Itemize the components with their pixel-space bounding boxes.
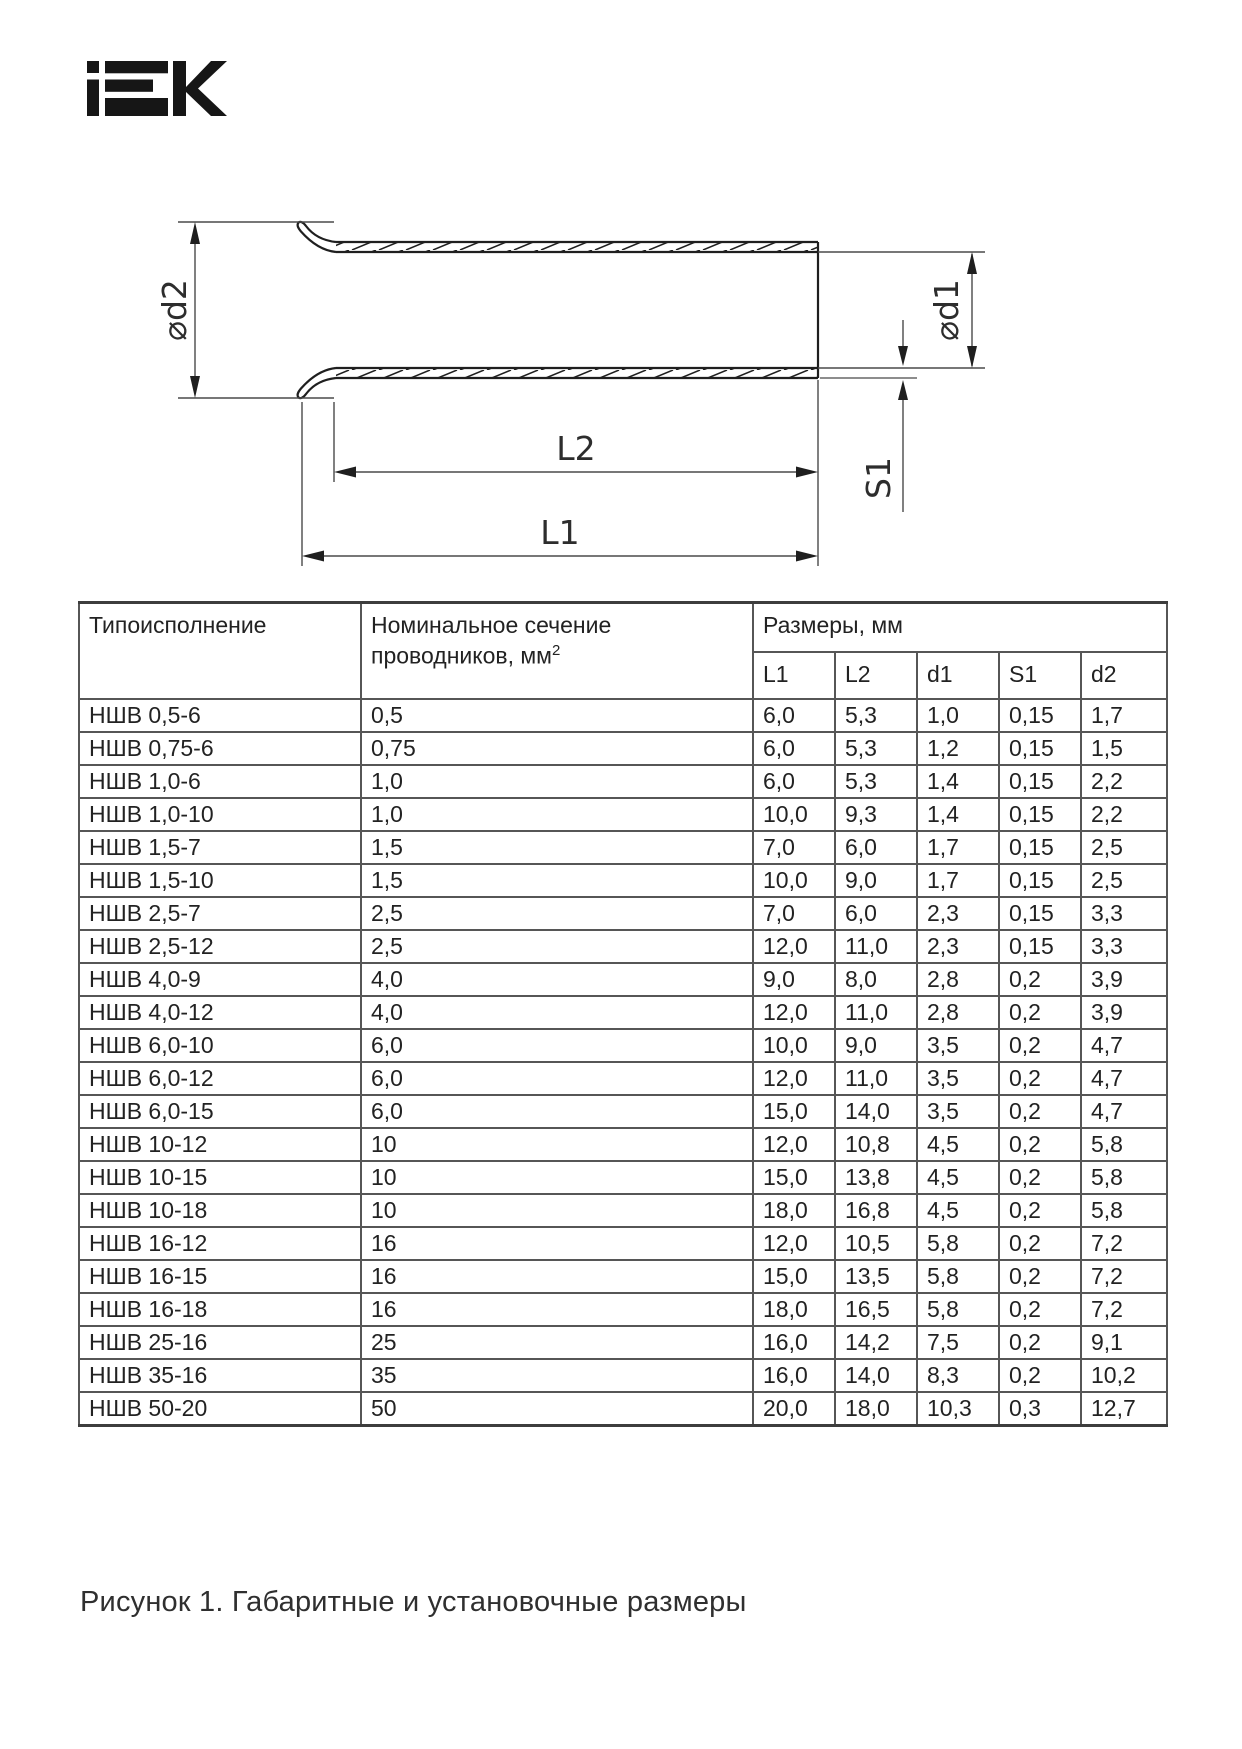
- value-cell: 16,0: [753, 1326, 835, 1359]
- value-cell: 4,0: [361, 963, 753, 996]
- logo-e-bottom-bar: [105, 98, 168, 116]
- value-cell: 14,0: [835, 1095, 917, 1128]
- value-cell: 0,2: [999, 1062, 1081, 1095]
- value-cell: 12,0: [753, 1062, 835, 1095]
- type-cell: НШВ 2,5-7: [79, 897, 361, 930]
- value-cell: 16,8: [835, 1194, 917, 1227]
- value-cell: 0,15: [999, 897, 1081, 930]
- value-cell: 4,5: [917, 1128, 999, 1161]
- dim-label-l2: L2: [556, 429, 596, 468]
- value-cell: 6,0: [361, 1062, 753, 1095]
- type-cell: НШВ 1,5-7: [79, 831, 361, 864]
- value-cell: 1,5: [361, 864, 753, 897]
- value-cell: 0,15: [999, 930, 1081, 963]
- value-cell: 15,0: [753, 1161, 835, 1194]
- type-cell: НШВ 4,0-12: [79, 996, 361, 1029]
- value-cell: 1,5: [1081, 732, 1167, 765]
- value-cell: 0,2: [999, 996, 1081, 1029]
- d1-arrow-up: [967, 252, 977, 274]
- type-cell: НШВ 1,5-10: [79, 864, 361, 897]
- value-cell: 11,0: [835, 1062, 917, 1095]
- value-cell: 16: [361, 1227, 753, 1260]
- value-cell: 25: [361, 1326, 753, 1359]
- value-cell: 18,0: [753, 1293, 835, 1326]
- table-row: [79, 996, 1167, 1029]
- value-cell: 0,3: [999, 1392, 1081, 1426]
- dim-label-d1: ⌀d1: [927, 279, 966, 341]
- value-cell: 10,0: [753, 798, 835, 831]
- value-cell: 0,2: [999, 1194, 1081, 1227]
- value-cell: 7,5: [917, 1326, 999, 1359]
- value-cell: 9,3: [835, 798, 917, 831]
- value-cell: 5,8: [1081, 1161, 1167, 1194]
- value-cell: 10,3: [917, 1392, 999, 1426]
- value-cell: 13,5: [835, 1260, 917, 1293]
- value-cell: 0,75: [361, 732, 753, 765]
- value-cell: 10: [361, 1161, 753, 1194]
- dim-label-d2: ⌀d2: [155, 279, 194, 341]
- value-cell: 11,0: [835, 996, 917, 1029]
- table-row: [79, 864, 1167, 897]
- col-header-d1: d1: [917, 652, 999, 699]
- col-header-cross-section-sup: 2: [552, 641, 561, 659]
- value-cell: 1,5: [361, 831, 753, 864]
- value-cell: 3,5: [917, 1029, 999, 1062]
- type-cell: НШВ 16-18: [79, 1293, 361, 1326]
- dim-label-l1: L1: [540, 513, 580, 552]
- value-cell: 10: [361, 1194, 753, 1227]
- d1-arrow-down: [967, 346, 977, 368]
- table-row: [79, 1359, 1167, 1392]
- value-cell: 14,2: [835, 1326, 917, 1359]
- value-cell: 2,2: [1081, 765, 1167, 798]
- dim-label-s1: S1: [859, 457, 898, 499]
- col-header-L1: L1: [753, 652, 835, 699]
- value-cell: 4,0: [361, 996, 753, 1029]
- value-cell: 2,8: [917, 963, 999, 996]
- value-cell: 10: [361, 1128, 753, 1161]
- value-cell: 7,2: [1081, 1227, 1167, 1260]
- type-cell: НШВ 1,0-10: [79, 798, 361, 831]
- value-cell: 2,3: [917, 897, 999, 930]
- table-row: [79, 963, 1167, 996]
- d2-arrow-up: [190, 222, 200, 244]
- dimension-drawing: [0, 170, 1242, 595]
- value-cell: 12,0: [753, 930, 835, 963]
- value-cell: 5,8: [917, 1293, 999, 1326]
- value-cell: 7,0: [753, 831, 835, 864]
- value-cell: 1,0: [361, 798, 753, 831]
- value-cell: 0,2: [999, 1293, 1081, 1326]
- l2-arrow-left: [334, 467, 356, 478]
- table-row: [79, 1095, 1167, 1128]
- value-cell: 0,2: [999, 1260, 1081, 1293]
- logo-e-top-bar: [105, 61, 168, 73]
- value-cell: 0,15: [999, 831, 1081, 864]
- value-cell: 6,0: [753, 765, 835, 798]
- value-cell: 7,2: [1081, 1293, 1167, 1326]
- type-cell: НШВ 16-12: [79, 1227, 361, 1260]
- l1-arrow-right: [796, 551, 818, 562]
- table-row: [79, 1260, 1167, 1293]
- l2-arrow-right: [796, 467, 818, 478]
- type-cell: НШВ 25-16: [79, 1326, 361, 1359]
- type-cell: НШВ 10-12: [79, 1128, 361, 1161]
- value-cell: 6,0: [753, 699, 835, 732]
- table-row: [79, 1227, 1167, 1260]
- value-cell: 50: [361, 1392, 753, 1426]
- table-row: [79, 1128, 1167, 1161]
- value-cell: 4,5: [917, 1161, 999, 1194]
- value-cell: 11,0: [835, 930, 917, 963]
- col-header-sizes: Размеры, мм: [753, 603, 1167, 653]
- value-cell: 18,0: [753, 1194, 835, 1227]
- iek-logo: [87, 61, 227, 116]
- value-cell: 10,2: [1081, 1359, 1167, 1392]
- value-cell: 0,2: [999, 1359, 1081, 1392]
- value-cell: 1,7: [917, 864, 999, 897]
- tube-outline: [336, 242, 818, 378]
- value-cell: 5,3: [835, 765, 917, 798]
- value-cell: 6,0: [753, 732, 835, 765]
- col-header-type: Типоисполнение: [79, 603, 361, 700]
- value-cell: 0,15: [999, 765, 1081, 798]
- value-cell: 2,3: [917, 930, 999, 963]
- value-cell: 20,0: [753, 1392, 835, 1426]
- flare-top-lip: [298, 222, 336, 252]
- value-cell: 8,0: [835, 963, 917, 996]
- value-cell: 18,0: [835, 1392, 917, 1426]
- logo-i-dot: [87, 61, 99, 73]
- value-cell: 5,8: [917, 1260, 999, 1293]
- value-cell: 1,0: [361, 765, 753, 798]
- value-cell: 10,5: [835, 1227, 917, 1260]
- table-row: [79, 1326, 1167, 1359]
- value-cell: 0,15: [999, 699, 1081, 732]
- type-cell: НШВ 35-16: [79, 1359, 361, 1392]
- value-cell: 12,7: [1081, 1392, 1167, 1426]
- value-cell: 4,7: [1081, 1095, 1167, 1128]
- value-cell: 8,3: [917, 1359, 999, 1392]
- type-cell: НШВ 6,0-12: [79, 1062, 361, 1095]
- value-cell: 4,5: [917, 1194, 999, 1227]
- dimensions-table: [78, 601, 1168, 1427]
- value-cell: 2,5: [1081, 864, 1167, 897]
- value-cell: 6,0: [361, 1029, 753, 1062]
- value-cell: 15,0: [753, 1095, 835, 1128]
- value-cell: 9,0: [835, 864, 917, 897]
- col-header-cross-section-text: Номинальное сечение проводников, мм: [371, 612, 612, 669]
- table-row: [79, 765, 1167, 798]
- value-cell: 3,3: [1081, 897, 1167, 930]
- value-cell: 1,7: [917, 831, 999, 864]
- value-cell: 2,5: [1081, 831, 1167, 864]
- type-cell: НШВ 4,0-9: [79, 963, 361, 996]
- value-cell: 0,2: [999, 963, 1081, 996]
- value-cell: 10,8: [835, 1128, 917, 1161]
- s1-arrow-up: [898, 380, 908, 400]
- col-header-d2: d2: [1081, 652, 1167, 699]
- value-cell: 1,4: [917, 765, 999, 798]
- value-cell: 3,3: [1081, 930, 1167, 963]
- value-cell: 0,15: [999, 864, 1081, 897]
- s1-arrow-down: [898, 346, 908, 366]
- type-cell: НШВ 2,5-12: [79, 930, 361, 963]
- col-header-cross-section: [361, 603, 753, 700]
- value-cell: 2,2: [1081, 798, 1167, 831]
- value-cell: 7,0: [753, 897, 835, 930]
- value-cell: 13,8: [835, 1161, 917, 1194]
- value-cell: 1,2: [917, 732, 999, 765]
- value-cell: 16,0: [753, 1359, 835, 1392]
- table-row: [79, 1062, 1167, 1095]
- logo-i-stem: [87, 80, 99, 117]
- type-cell: НШВ 10-15: [79, 1161, 361, 1194]
- type-cell: НШВ 10-18: [79, 1194, 361, 1227]
- value-cell: 6,0: [835, 831, 917, 864]
- value-cell: 0,2: [999, 1128, 1081, 1161]
- value-cell: 9,0: [835, 1029, 917, 1062]
- value-cell: 1,0: [917, 699, 999, 732]
- value-cell: 0,2: [999, 1227, 1081, 1260]
- table-row: [79, 1161, 1167, 1194]
- value-cell: 5,3: [835, 732, 917, 765]
- value-cell: 2,5: [361, 897, 753, 930]
- type-cell: НШВ 6,0-15: [79, 1095, 361, 1128]
- tube-top-wall: [336, 242, 818, 252]
- value-cell: 5,8: [917, 1227, 999, 1260]
- table-row: [79, 1392, 1167, 1426]
- table-row: [79, 930, 1167, 963]
- col-header-L2: L2: [835, 652, 917, 699]
- value-cell: 4,7: [1081, 1062, 1167, 1095]
- value-cell: 0,2: [999, 1326, 1081, 1359]
- value-cell: 0,15: [999, 798, 1081, 831]
- flare-bottom-lip: [298, 368, 336, 398]
- col-header-S1: S1: [999, 652, 1081, 699]
- value-cell: 15,0: [753, 1260, 835, 1293]
- table-row: [79, 897, 1167, 930]
- value-cell: 2,5: [361, 930, 753, 963]
- value-cell: 16: [361, 1260, 753, 1293]
- type-cell: НШВ 0,5-6: [79, 699, 361, 732]
- value-cell: 12,0: [753, 996, 835, 1029]
- value-cell: 5,8: [1081, 1128, 1167, 1161]
- type-cell: НШВ 1,0-6: [79, 765, 361, 798]
- value-cell: 0,2: [999, 1161, 1081, 1194]
- value-cell: 3,9: [1081, 963, 1167, 996]
- value-cell: 0,2: [999, 1095, 1081, 1128]
- table-body: [79, 699, 1167, 1426]
- figure-caption: Рисунок 1. Габаритные и установочные размеры: [80, 1586, 747, 1618]
- tube-bottom-wall: [336, 368, 818, 378]
- table-row: [79, 699, 1167, 732]
- table-row: [79, 1029, 1167, 1062]
- value-cell: 1,4: [917, 798, 999, 831]
- type-cell: НШВ 6,0-10: [79, 1029, 361, 1062]
- value-cell: 4,7: [1081, 1029, 1167, 1062]
- value-cell: 0,2: [999, 1029, 1081, 1062]
- value-cell: 9,1: [1081, 1326, 1167, 1359]
- type-cell: НШВ 50-20: [79, 1392, 361, 1426]
- value-cell: 3,9: [1081, 996, 1167, 1029]
- value-cell: 7,2: [1081, 1260, 1167, 1293]
- value-cell: 3,5: [917, 1095, 999, 1128]
- logo-k-stem: [173, 61, 186, 116]
- value-cell: 1,7: [1081, 699, 1167, 732]
- logo-k-arms: [186, 61, 227, 116]
- value-cell: 35: [361, 1359, 753, 1392]
- value-cell: 0,5: [361, 699, 753, 732]
- value-cell: 3,5: [917, 1062, 999, 1095]
- table-row: [79, 831, 1167, 864]
- value-cell: 10,0: [753, 1029, 835, 1062]
- value-cell: 9,0: [753, 963, 835, 996]
- d2-dimension-lines: [178, 222, 334, 398]
- value-cell: 5,3: [835, 699, 917, 732]
- table-row: [79, 1293, 1167, 1326]
- value-cell: 12,0: [753, 1227, 835, 1260]
- value-cell: 16: [361, 1293, 753, 1326]
- value-cell: 10,0: [753, 864, 835, 897]
- value-cell: 2,8: [917, 996, 999, 1029]
- value-cell: 0,15: [999, 732, 1081, 765]
- d2-arrow-down: [190, 376, 200, 398]
- value-cell: 14,0: [835, 1359, 917, 1392]
- value-cell: 5,8: [1081, 1194, 1167, 1227]
- l1-arrow-left: [302, 551, 324, 562]
- table-row: [79, 798, 1167, 831]
- value-cell: 6,0: [835, 897, 917, 930]
- value-cell: 6,0: [361, 1095, 753, 1128]
- type-cell: НШВ 0,75-6: [79, 732, 361, 765]
- type-cell: НШВ 16-15: [79, 1260, 361, 1293]
- table-row: [79, 1194, 1167, 1227]
- value-cell: 12,0: [753, 1128, 835, 1161]
- logo-e-mid-bar: [105, 80, 153, 92]
- table-row: [79, 732, 1167, 765]
- value-cell: 16,5: [835, 1293, 917, 1326]
